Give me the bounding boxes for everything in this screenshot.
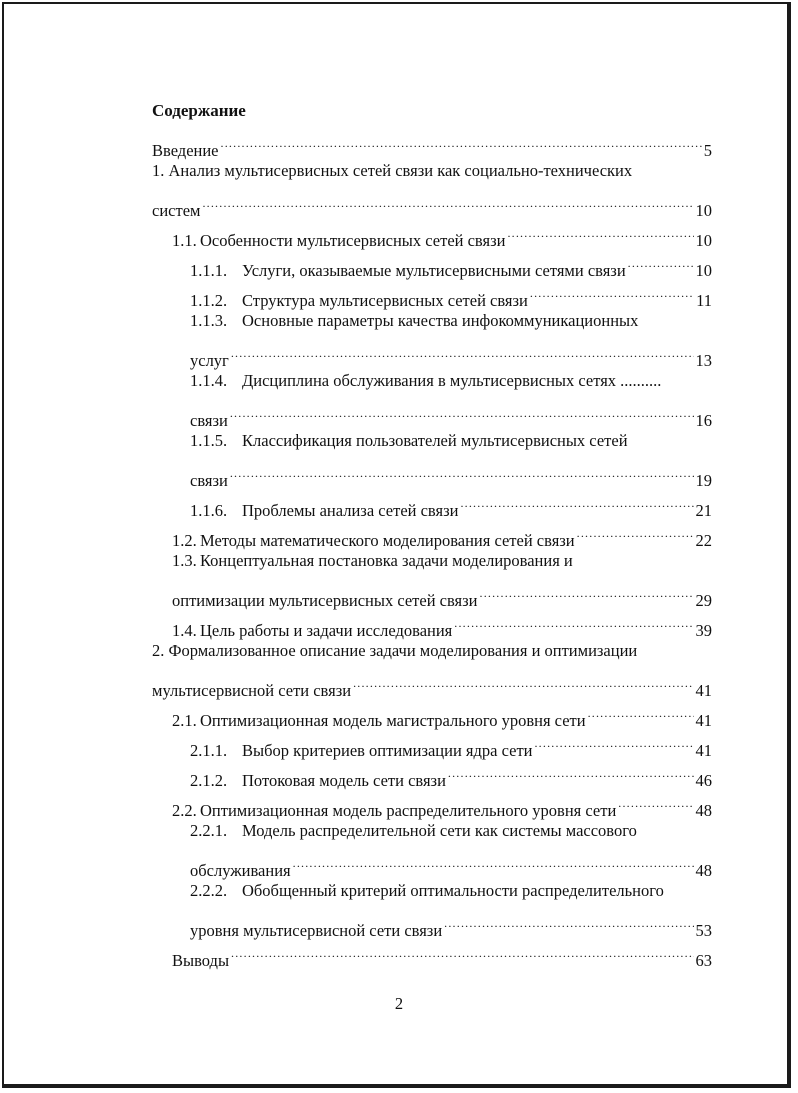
toc-entry-number: 2.1.1. — [190, 741, 228, 760]
toc-line — [152, 156, 712, 186]
toc-page-number: 21 — [695, 501, 712, 520]
toc-entry-number: 2.2. — [172, 801, 197, 820]
toc-entry-number: 1.1.6. — [190, 501, 228, 520]
toc-entry[interactable] — [152, 156, 712, 220]
toc-line — [190, 246, 712, 280]
dot-leader — [231, 936, 693, 966]
toc-line — [190, 486, 712, 520]
toc-entry-title: Потоковая модель сети связи — [242, 771, 446, 790]
toc-entry[interactable] — [152, 696, 712, 730]
toc-line — [190, 426, 712, 456]
toc-page-number: 10 — [695, 231, 712, 250]
toc-line — [172, 936, 712, 970]
table-of-contents — [152, 96, 712, 970]
toc-entry-title: уровня мультисервисной сети связи — [190, 921, 443, 940]
toc-entry-number: 2.2.2. — [190, 881, 228, 900]
toc-page-number: 48 — [695, 801, 712, 820]
toc-entry-number: 2.2.1. — [190, 821, 228, 840]
toc-line — [190, 336, 712, 370]
toc-entry-title: Обобщенный критерий оптимальности распределительного — [242, 881, 664, 900]
toc-page-number: 19 — [695, 471, 712, 490]
dot-leader — [353, 666, 693, 696]
toc-page-number: 39 — [695, 621, 712, 640]
toc-entry-title: Оптимизационная модель магистрального уровня сети — [200, 711, 586, 730]
dot-leader — [231, 336, 694, 366]
toc-entry-title: Классификация пользователей мультисервисных сетей — [242, 431, 628, 450]
toc-entry[interactable] — [152, 216, 712, 250]
toc-line — [152, 666, 712, 700]
toc-entry-title: Выбор критериев оптимизации ядра сети — [242, 741, 533, 760]
toc-entry-number: 1.3. — [172, 551, 197, 570]
dot-leader — [454, 606, 693, 636]
toc-entry[interactable] — [152, 366, 712, 430]
toc-line — [190, 756, 712, 790]
toc-page-number: 48 — [695, 861, 712, 880]
toc-entry-title: Основные параметры качества инфокоммуникационных — [242, 311, 639, 330]
toc-page-number: 41 — [695, 741, 712, 760]
toc-line — [190, 276, 712, 310]
dot-leader — [221, 126, 702, 156]
toc-line — [172, 516, 712, 550]
toc-entry-title: оптимизации мультисервисных сетей связи — [172, 591, 478, 610]
toc-page-number: 46 — [695, 771, 712, 790]
toc-line — [152, 126, 712, 160]
toc-entry-title: Услуги, оказываемые мультисервисными сетями связи — [242, 261, 626, 280]
toc-entry[interactable] — [152, 816, 712, 880]
toc-entry-number: 1.2. — [172, 531, 197, 550]
toc-entry-title: мультисервисной сети связи — [152, 681, 352, 700]
dot-leader — [618, 786, 693, 816]
toc-entry-title: Цель работы и задачи исследования — [200, 621, 453, 640]
toc-entry[interactable] — [152, 756, 712, 790]
toc-page-number: 13 — [695, 351, 712, 370]
toc-page-number: 22 — [695, 531, 712, 550]
toc-page-number: 41 — [695, 711, 712, 730]
toc-line — [152, 186, 712, 220]
toc-entry[interactable] — [152, 306, 712, 370]
dot-leader — [577, 516, 694, 546]
toc-line — [190, 366, 712, 396]
toc-line — [190, 816, 712, 846]
toc-entry-title: Дисциплина обслуживания в мультисервисных сетях .......... — [242, 371, 662, 390]
toc-entry-title: Модель распределительной сети как системы массового — [242, 821, 637, 840]
toc-line — [190, 876, 712, 906]
toc-entry-title: связи — [190, 471, 228, 490]
toc-line — [172, 786, 712, 820]
toc-entries — [152, 126, 712, 970]
toc-entry-title: Выводы — [172, 951, 230, 970]
dot-leader — [588, 696, 694, 726]
toc-line — [172, 216, 712, 250]
dot-leader — [480, 576, 694, 606]
toc-entry-title: Методы математического моделирования сетей связи — [200, 531, 575, 550]
dot-leader — [293, 846, 694, 876]
toc-line — [172, 546, 712, 576]
toc-entry[interactable] — [152, 516, 712, 550]
toc-entry-title: 2. Формализованное описание задачи моделирования и оптимизации — [152, 641, 638, 660]
toc-page-number: 10 — [695, 261, 712, 280]
toc-entry-title: обслуживания — [190, 861, 291, 880]
toc-entry[interactable] — [152, 546, 712, 610]
toc-page-number: 11 — [696, 291, 712, 310]
toc-entry-number: 2.1.2. — [190, 771, 228, 790]
toc-page-number: 10 — [695, 201, 712, 220]
toc-entry-title: Введение — [152, 141, 219, 160]
toc-entry-title: Концептуальная постановка задачи моделирования и — [200, 551, 573, 570]
toc-line — [190, 396, 712, 430]
dot-leader — [448, 756, 694, 786]
toc-page-number: 16 — [695, 411, 712, 430]
dot-leader — [534, 726, 693, 756]
toc-entry[interactable] — [152, 246, 712, 280]
toc-page-number: 53 — [695, 921, 712, 940]
toc-entry-title: систем — [152, 201, 201, 220]
toc-line — [190, 846, 712, 880]
toc-entry-number: 1.1. — [172, 231, 197, 250]
toc-entry-number: 1.1.5. — [190, 431, 228, 450]
toc-line — [172, 576, 712, 610]
page-number: 2 — [394, 994, 404, 1013]
toc-entry-title: Оптимизационная модель распределительного уровня сети — [200, 801, 617, 820]
toc-entry-number: 1.1.2. — [190, 291, 228, 310]
toc-entry-title: Проблемы анализа сетей связи — [242, 501, 459, 520]
toc-entry[interactable] — [152, 936, 712, 970]
toc-page-number: 5 — [703, 141, 712, 160]
toc-heading: Содержание — [152, 101, 246, 120]
toc-entry-title: Особенности мультисервисных сетей связи — [200, 231, 506, 250]
toc-entry[interactable] — [152, 726, 712, 760]
toc-entry[interactable] — [152, 276, 712, 310]
toc-entry-title: связи — [190, 411, 228, 430]
toc-entry-number: 1.1.3. — [190, 311, 228, 330]
toc-line — [190, 726, 712, 760]
toc-page-number: 29 — [695, 591, 712, 610]
toc-line — [152, 636, 712, 666]
dot-leader — [444, 906, 693, 936]
dot-leader — [460, 486, 693, 516]
toc-entry-title: 1. Анализ мультисервисных сетей связи как социально-технических — [152, 161, 633, 180]
toc-entry[interactable] — [152, 876, 712, 940]
toc-entry[interactable] — [152, 606, 712, 640]
toc-entry[interactable] — [152, 426, 712, 490]
toc-line — [190, 456, 712, 490]
toc-line — [172, 696, 712, 730]
toc-line — [190, 306, 712, 336]
dot-leader — [507, 216, 693, 246]
toc-entry-number: 1.1.4. — [190, 371, 228, 390]
dot-leader — [530, 276, 694, 306]
dot-leader — [628, 246, 694, 276]
toc-entry[interactable] — [152, 786, 712, 820]
toc-entry-title: услуг — [190, 351, 229, 370]
toc-entry-number: 1.4. — [172, 621, 197, 640]
toc-entry-number: 2.1. — [172, 711, 197, 730]
toc-line — [172, 606, 712, 640]
dot-leader — [230, 396, 694, 426]
toc-page-number: 63 — [695, 951, 712, 970]
dot-leader — [230, 456, 694, 486]
toc-page-number: 41 — [695, 681, 712, 700]
toc-line — [190, 906, 712, 940]
toc-entry[interactable] — [152, 126, 712, 160]
toc-entry-title: Структура мультисервисных сетей связи — [242, 291, 528, 310]
toc-entry-number: 1.1.1. — [190, 261, 228, 280]
toc-entry[interactable] — [152, 636, 712, 700]
toc-entry[interactable] — [152, 486, 712, 520]
dot-leader — [202, 186, 693, 216]
